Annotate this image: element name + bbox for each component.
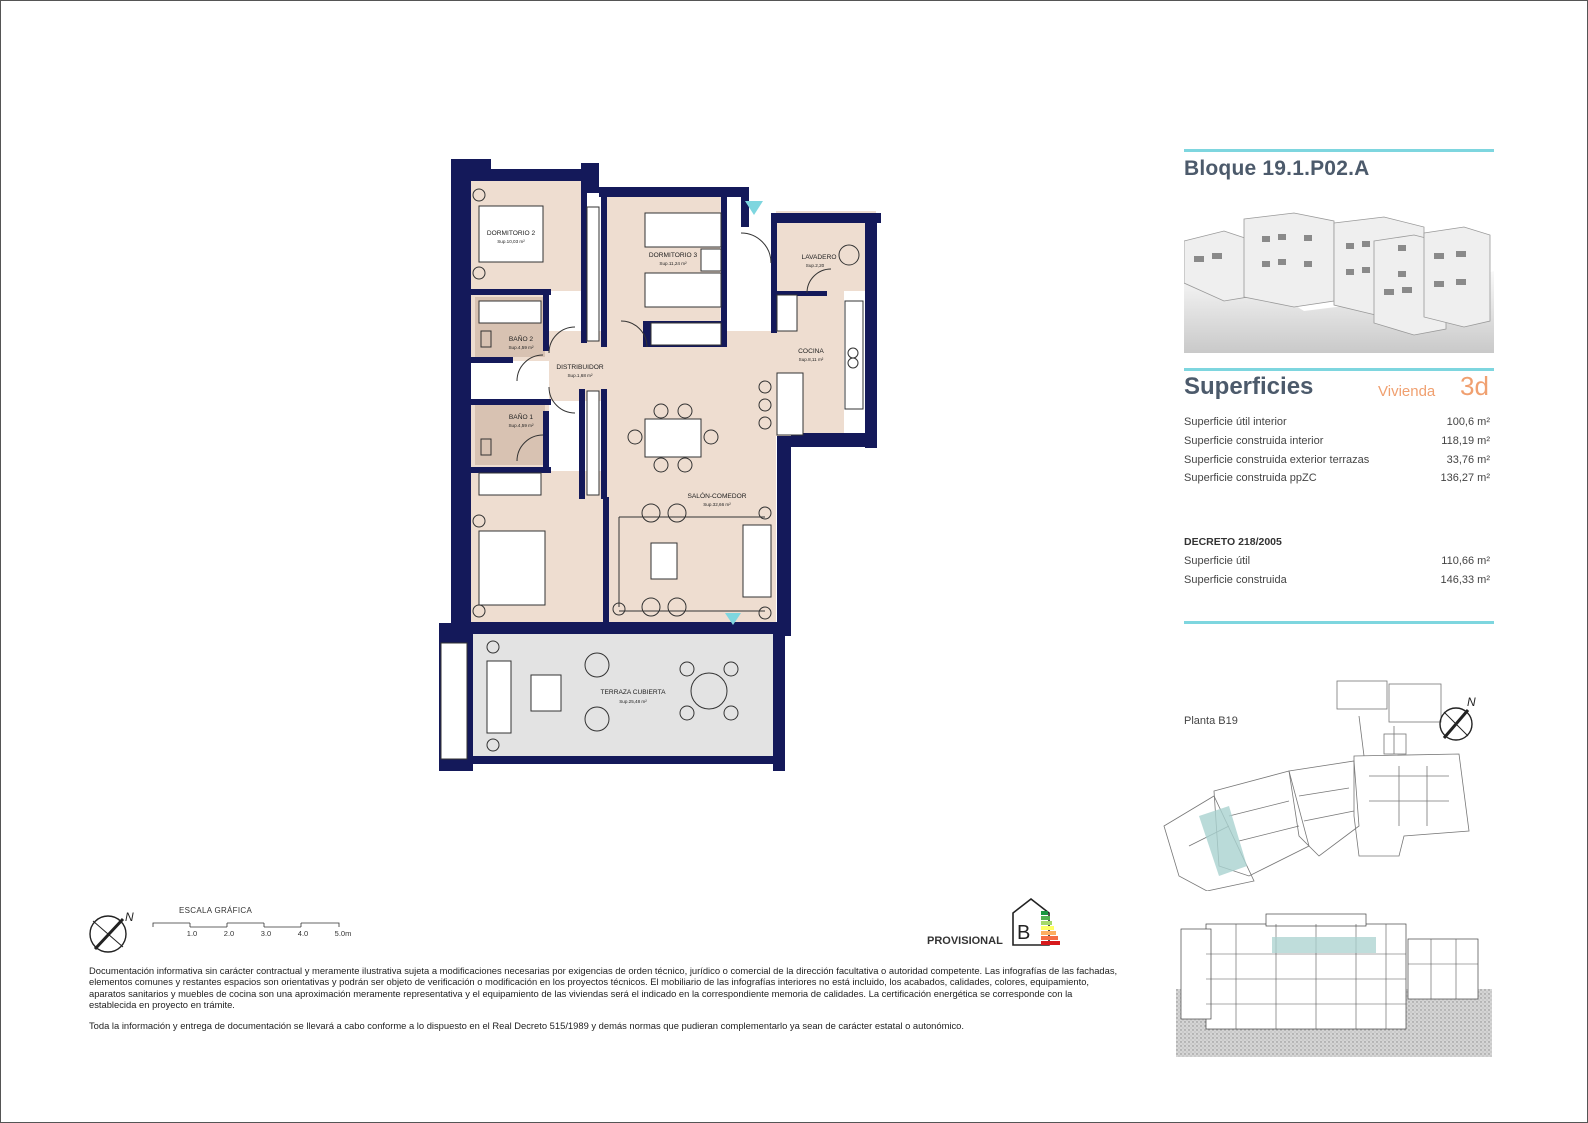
- compass-icon: [87, 909, 147, 959]
- legal-text: Toda la información y entrega de documentación se llevará a cabo conforme a lo dispuesto en el Real Decreto 515/1989 y demás normas que pudieran complementarlo ya sean de carácter estatal o autonómico.: [89, 1020, 964, 1031]
- room-area: Sup.4,59 m²: [508, 423, 534, 428]
- surface-label: Superficie construida interior: [1184, 435, 1324, 447]
- room-area: Sup.4,59 m²: [508, 345, 534, 350]
- room-area: Sup.8,11 m²: [798, 357, 824, 362]
- room-name: DISTRIBUIDOR: [556, 364, 604, 371]
- room-name: LAVADERO: [801, 254, 837, 261]
- accent-rule: [1184, 621, 1494, 624]
- room-area: Sup.1,68 m²: [567, 373, 593, 378]
- site-plan-image: [1159, 676, 1499, 891]
- surface-value: 118,19 m²: [1441, 435, 1490, 447]
- surface-value: 33,76 m²: [1446, 454, 1490, 466]
- floor-plan: [431, 151, 891, 791]
- room-area: Sup.10,03 m²: [497, 239, 525, 244]
- surface-row: [1184, 416, 1490, 428]
- accent-rule: [1184, 368, 1494, 371]
- room-name: DORMITORIO 3: [648, 252, 698, 259]
- scale-tick: 3.0: [260, 929, 272, 938]
- decreto-label: Superficie útil: [1184, 555, 1251, 567]
- room-name: BAÑO 1: [508, 414, 534, 421]
- decreto-row: [1184, 574, 1490, 586]
- page-title: Bloque 19.1.P02.A: [1184, 157, 1370, 180]
- elevation-image: [1176, 909, 1492, 1059]
- room-name: BAÑO 2: [508, 336, 534, 343]
- surface-value: 136,27 m²: [1440, 472, 1490, 484]
- surface-label: Superficie útil interior: [1184, 416, 1287, 428]
- north-label: N: [125, 910, 134, 924]
- surface-value: 100,6 m²: [1446, 416, 1490, 428]
- decreto-value: 146,33 m²: [1440, 574, 1490, 586]
- north-label: N: [1467, 695, 1476, 709]
- superficies-title: Superficies: [1184, 373, 1314, 400]
- room-area: Sup.32,66 m²: [703, 502, 731, 507]
- vivienda-type: 3d: [1460, 371, 1489, 401]
- planta-label: Planta B19: [1184, 715, 1238, 727]
- decreto-title: DECRETO 218/2005: [1184, 536, 1282, 548]
- room-name: DORMITORIO 2: [486, 230, 536, 237]
- vivienda-label: Vivienda: [1378, 383, 1436, 400]
- unit-highlight: [1272, 937, 1376, 953]
- disclaimer-text: Documentación informativa sin carácter contractual y meramente ilustrativa sujeta a modificaciones necesarias por exigencias de orden técnico, jurídico o comercial de la dirección facultativa o autoridad competente. Las infografías de las fachadas, elementos comunes y restantes espacios son orientativas y podrán ser objeto de verificación o modificación en los proyectos técnicos. El mobiliario de las infografías interiores no está incluido, los acabados, calidades, colores, equipamiento, aparatos sanitarios y muebles de cocina son una aproximación meramente representativa y el equipamiento de las viviendas será el indicado en la correspondiente memoria de calidades. La certificación energética se corresponde con la establecida en proyecto en trámite.: [89, 965, 1118, 1011]
- room-area: Sup.25,48 m²: [619, 699, 647, 704]
- scale-title: ESCALA GRÁFICA: [179, 906, 253, 915]
- energy-rating: B: [1017, 922, 1031, 944]
- scale-tick: 1.0: [186, 929, 198, 938]
- scale-tick: 4.0: [297, 929, 309, 938]
- surface-row: [1184, 472, 1490, 484]
- graphic-scale: [151, 921, 361, 943]
- site-compass-icon: [1440, 695, 1476, 740]
- room-name: SALÓN-COMEDOR: [687, 493, 747, 500]
- surface-row: [1184, 454, 1490, 466]
- energy-label: PROVISIONAL: [927, 935, 1003, 947]
- decreto-row: [1184, 555, 1490, 567]
- room-name: TERRAZA CUBIERTA: [600, 689, 666, 696]
- room-name: COCINA: [798, 348, 824, 355]
- surface-row: [1184, 435, 1490, 447]
- scale-tick: 2.0: [223, 929, 235, 938]
- building-render-image: [1184, 201, 1494, 353]
- decreto-label: Superficie construida: [1184, 574, 1287, 586]
- accent-rule: [1184, 149, 1494, 152]
- decreto-value: 110,66 m²: [1441, 555, 1490, 567]
- scale-tick: 5.0m: [334, 929, 352, 938]
- surface-label: Superficie construida exterior terrazas: [1184, 454, 1370, 466]
- room-area: Sup.11,24 m²: [659, 261, 687, 266]
- room-area: Sup.2,20: [805, 263, 825, 268]
- surface-label: Superficie construida ppZC: [1184, 472, 1317, 484]
